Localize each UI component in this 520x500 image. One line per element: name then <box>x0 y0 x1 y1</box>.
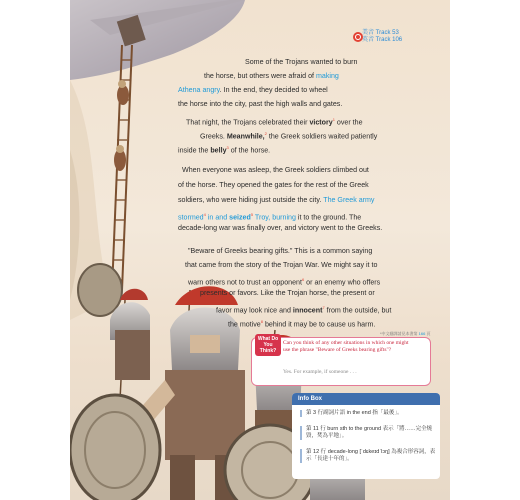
para3-line1: "Beware of Greeks bearing gifts." This is a common saying <box>188 247 373 255</box>
para1-line3: Athena angry. In the end, they decided to wheel <box>178 86 328 94</box>
track-us: 美音 Track 53 <box>362 30 399 36</box>
info-item: 第 11 行 burn sth to the ground 表示「將……完全燒毀，焚為平地」。 <box>300 426 438 440</box>
para2-line4: stormed$^4$ in and seized$^5$ Troy, burning it to the ground. The <box>178 212 362 222</box>
para3-line4: presents or favors. Like the Trojan horse, the present or <box>200 289 375 297</box>
info-box-title: Info Box <box>292 393 440 405</box>
track-uk: 英音 Track 106 <box>362 37 403 43</box>
shield-left <box>78 264 122 316</box>
para3-line5: favor may look nice and innocent$^7$ from the outside, but <box>216 305 392 315</box>
para1b-line3: inside the belly$^3$ of the horse. <box>178 145 271 155</box>
para1b-line1: That night, the Trojans celebrated their victory$^1$ over the <box>186 117 363 127</box>
info-item: 第 3 行副詞片語 in the end 指「最後」。 <box>300 410 438 417</box>
para1-line4: the horse into the city, past the high walls and gates. <box>178 100 343 108</box>
what-do-you-think-badge: What Do You Think? <box>255 334 281 356</box>
para3-line2: that came from the story of the Trojan War. We might say it to <box>185 261 378 269</box>
shield-front-left <box>70 395 160 500</box>
para2-line1: When everyone was asleep, the Greek soldiers climbed out <box>182 166 369 174</box>
track-numbers <box>362 30 402 44</box>
discussion-question: Can you think of any other situations in which one might use the phrase "Beware of Greeks bearing gifts"? <box>283 340 409 353</box>
sample-answer: Yes. For example, if someone . . . <box>283 369 357 375</box>
para1b-line2: Greeks. Meanwhile,$^2$ the Greek soldiers waited patiently <box>200 131 378 141</box>
para2-line2: of the horse. They opened the gates for the rest of the Greek <box>178 181 369 189</box>
para1-line2: the horse, but others were afraid of making <box>204 72 339 80</box>
para3-line6: the motive$^8$ behind it may be to cause us harm. <box>228 319 376 329</box>
info-item: 第 12 行 decade-long [ˈdɛkeɪdˈlɔŋ] 為複合形容詞，表示「長達十年的」。 <box>300 449 438 463</box>
info-box <box>292 393 440 479</box>
para2-line5: decade-long war was finally over, and victory went to the Greeks. <box>178 224 383 232</box>
para2-line3: soldiers, who were hiding just outside the city. The Greek army <box>178 196 375 204</box>
para3-line3: warn others not to trust an opponent$^6$ or an enemy who offers <box>188 277 381 287</box>
translation-footnote: *中文翻譯請見本書第 166 頁 <box>380 331 431 336</box>
para1-line1: Some of the Trojans wanted to burn <box>245 58 358 66</box>
